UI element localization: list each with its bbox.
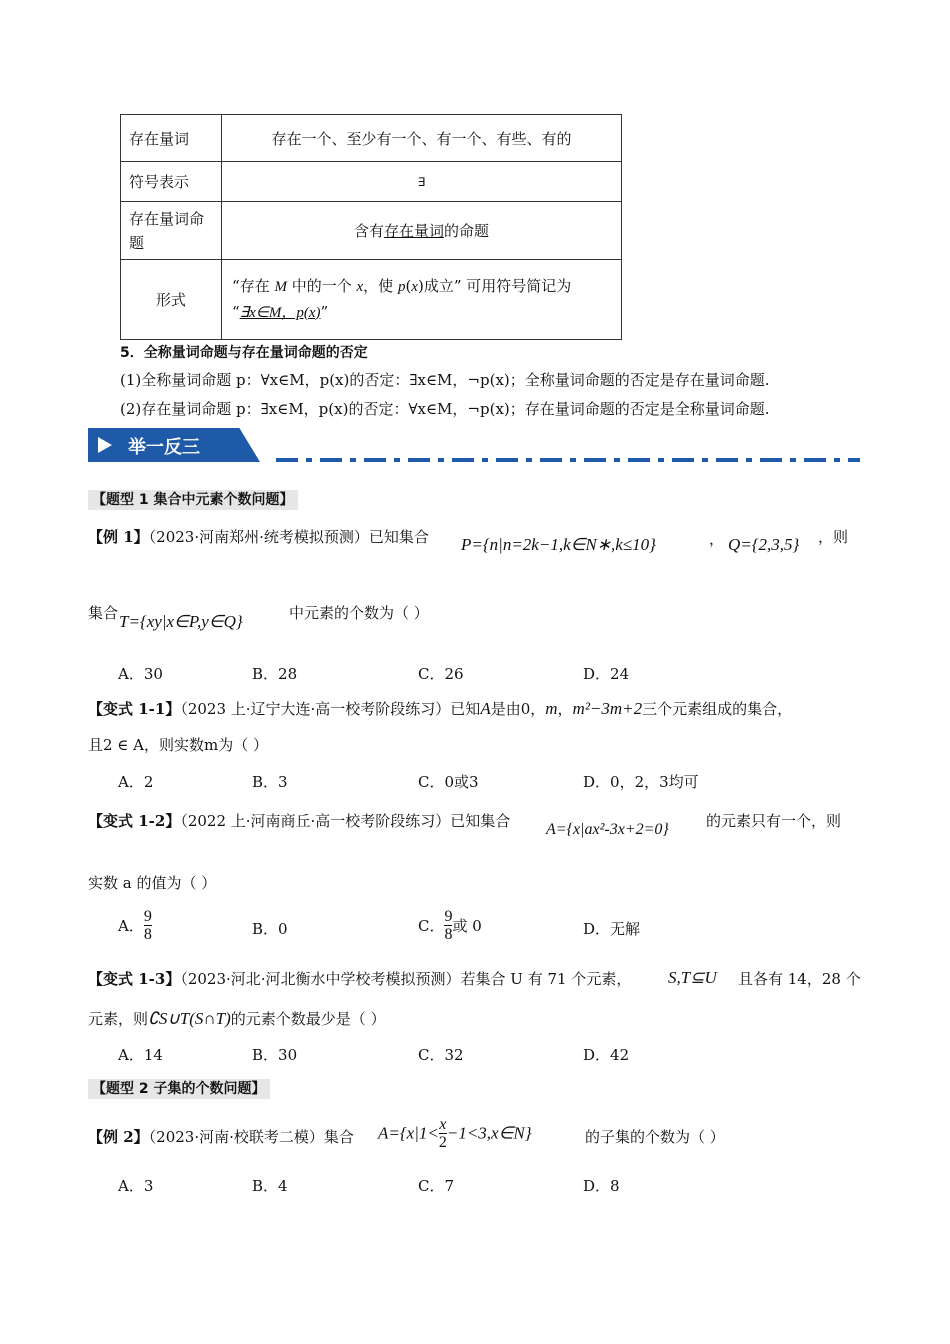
- text-fragment: ”: [320, 302, 329, 321]
- formula-set-p: P={n|n=2k−1,k∈N∗,k≤10}: [461, 535, 656, 554]
- variant-1-2-line-2: 实数 a 的值为（ ）: [88, 874, 217, 892]
- option-d: D．0，2，3均可: [583, 773, 699, 791]
- text-fragment: ，使: [363, 276, 398, 295]
- variant-1-2: [88, 810, 510, 831]
- table-row-key: 存在量词命题: [121, 202, 222, 260]
- option-b: B．30: [252, 1046, 298, 1064]
- fraction: [144, 908, 152, 943]
- question-type-2-header: [88, 1078, 270, 1098]
- form-line-1: [232, 274, 620, 300]
- text-fragment: “: [232, 302, 240, 321]
- variant-tail: 且各有 14，28 个: [738, 970, 861, 988]
- numerator: x: [439, 1116, 447, 1133]
- text-fragment: 或 0: [452, 917, 482, 935]
- form-line-2: [232, 300, 620, 326]
- formula-set-a: A={x|ax²-3x+2=0}: [546, 821, 669, 838]
- example-question: 中元素的个数为（ ）: [289, 604, 429, 622]
- option-d: D．无解: [583, 920, 641, 938]
- type-tag: 【题型 1 集合中元素个数问题】: [88, 490, 298, 510]
- option-b: B．4: [252, 1177, 288, 1195]
- table-row-value: 存在一个、至少有一个、有一个、有些、有的: [222, 115, 622, 162]
- dashed-divider: [276, 458, 860, 462]
- formula-set-q: Q={2,3,5}: [728, 535, 800, 554]
- denominator: 8: [444, 926, 453, 943]
- variant-source: （2023 上·辽宁大连·高一校考阶段练习）已知: [180, 700, 481, 718]
- section-5-title: 5．全称量词命题与存在量词命题的否定: [120, 345, 368, 361]
- table-row-value: [222, 260, 622, 340]
- denominator: 2: [438, 1134, 447, 1151]
- option-a: A．3: [118, 1177, 154, 1195]
- example-tag: 【例 1】: [88, 528, 149, 546]
- option-c: [418, 908, 482, 943]
- option-c: C．26: [418, 665, 464, 683]
- text-fragment: 三个元素组成的集合，: [642, 700, 793, 718]
- text-fragment: )成立” 可用符号简记为: [417, 276, 572, 295]
- math-var: x: [356, 278, 364, 295]
- math-var: m: [545, 699, 558, 718]
- option-d: D．42: [583, 1046, 630, 1064]
- formula-subset: S,T⊆U: [668, 968, 717, 987]
- option-c: C．32: [418, 1046, 464, 1064]
- option-b: B．0: [252, 920, 288, 938]
- math-var: p: [397, 278, 406, 295]
- variant-1-3-line-2: [88, 1008, 386, 1029]
- example-tag: 【例 2】: [88, 1128, 149, 1146]
- table-row-value: [222, 202, 622, 260]
- option-c: C．7: [418, 1177, 455, 1195]
- table-row-value: ∃: [222, 162, 622, 202]
- example-source: （2023·河南郑州·统考模拟预测）已知集合: [148, 528, 429, 546]
- text-fragment: 中的一个: [286, 276, 357, 295]
- example-1: [88, 526, 429, 547]
- option-d: D．8: [583, 1177, 620, 1195]
- text-fragment: ，: [557, 700, 573, 718]
- math-formula: ∃x∈M，p(x): [239, 304, 321, 321]
- table-row-key: 形式: [121, 260, 222, 340]
- table-row-key: 符号表示: [121, 162, 222, 202]
- option-a: A．2: [118, 773, 154, 791]
- text-fragment: 是由0，: [490, 700, 546, 718]
- math-var: M: [274, 278, 287, 295]
- option-a: [118, 908, 152, 943]
- formula-complement: ∁S∪T(S∩T): [148, 1009, 231, 1028]
- text-fragment: 的命题: [444, 222, 490, 240]
- text-fragment: 含有: [353, 222, 384, 240]
- example-question: 的子集的个数为（ ）: [585, 1128, 725, 1146]
- numerator: 9: [444, 908, 453, 925]
- example-tail: ，则: [818, 528, 849, 546]
- variant-1-1-line-2: 且2 ∈ A，则实数m为（ ）: [88, 736, 269, 754]
- text-fragment: (: [405, 276, 412, 295]
- math-var: x: [411, 278, 418, 295]
- text-fragment: 元素，则: [88, 1010, 149, 1028]
- separator: ，: [709, 530, 725, 548]
- underlined-term: 存在量词: [383, 222, 444, 240]
- math-expression: m²−3m+2: [572, 699, 643, 718]
- math-var: A: [480, 699, 491, 718]
- banner-title: 举一反三: [128, 437, 200, 458]
- text-fragment: “存在: [232, 276, 275, 295]
- formula-set-t: T={xy|x∈P,y∈Q}: [119, 612, 243, 631]
- formula-suffix: −1<3,x∈N}: [446, 1123, 532, 1143]
- option-d: D．24: [583, 665, 630, 683]
- option-b: B．3: [252, 773, 288, 791]
- type-tag: 【题型 2 子集的个数问题】: [88, 1079, 270, 1099]
- example-1-line-2: [88, 602, 118, 623]
- formula-prefix: A={x|1<: [378, 1123, 439, 1143]
- variant-1-3: [88, 968, 631, 989]
- table-row-key: 存在量词: [121, 115, 222, 162]
- fraction: [439, 1116, 447, 1151]
- variant-1-1: [88, 698, 792, 719]
- question-type-1-header: [88, 489, 298, 509]
- variant-source: （2022 上·河南商丘·高一校考阶段练习）已知集合: [180, 812, 511, 830]
- option-label: A．: [118, 917, 144, 935]
- denominator: 8: [143, 926, 152, 943]
- variant-source: （2023·河北·河北衡水中学校考模拟预测）若集合 U 有 71 个元素，: [180, 970, 632, 988]
- option-b: B．28: [252, 665, 298, 683]
- option-a: A．14: [118, 1046, 163, 1064]
- option-label: C．: [418, 917, 445, 935]
- variant-tag: 【变式 1-2】: [88, 812, 181, 830]
- example-2: [88, 1126, 354, 1147]
- variant-tag: 【变式 1-3】: [88, 970, 181, 988]
- formula-set-a-2: [378, 1116, 532, 1151]
- play-arrow-icon: [98, 437, 112, 453]
- example-source: （2023·河南·校联考二模）集合: [148, 1128, 354, 1146]
- definition-table: [120, 114, 622, 340]
- text-fragment: 的元素个数最少是（ ）: [230, 1010, 386, 1028]
- variant-tag: 【变式 1-1】: [88, 700, 181, 718]
- negation-rule-1: (1)全称量词命题 p：∀x∈M，p(x)的否定：∃x∈M，¬p(x)；全称量词命题的否定是存在量词命题.: [120, 371, 770, 389]
- option-c: C．0或3: [418, 773, 479, 791]
- text-fragment: 集合: [88, 604, 119, 622]
- negation-rule-2: (2)存在量词命题 p：∃x∈M，p(x)的否定：∀x∈M，¬p(x)；存在量词命题的否定是全称量词命题.: [120, 400, 770, 418]
- variant-tail: 的元素只有一个，则: [706, 812, 842, 830]
- numerator: 9: [143, 908, 152, 925]
- option-a: A．30: [118, 665, 163, 683]
